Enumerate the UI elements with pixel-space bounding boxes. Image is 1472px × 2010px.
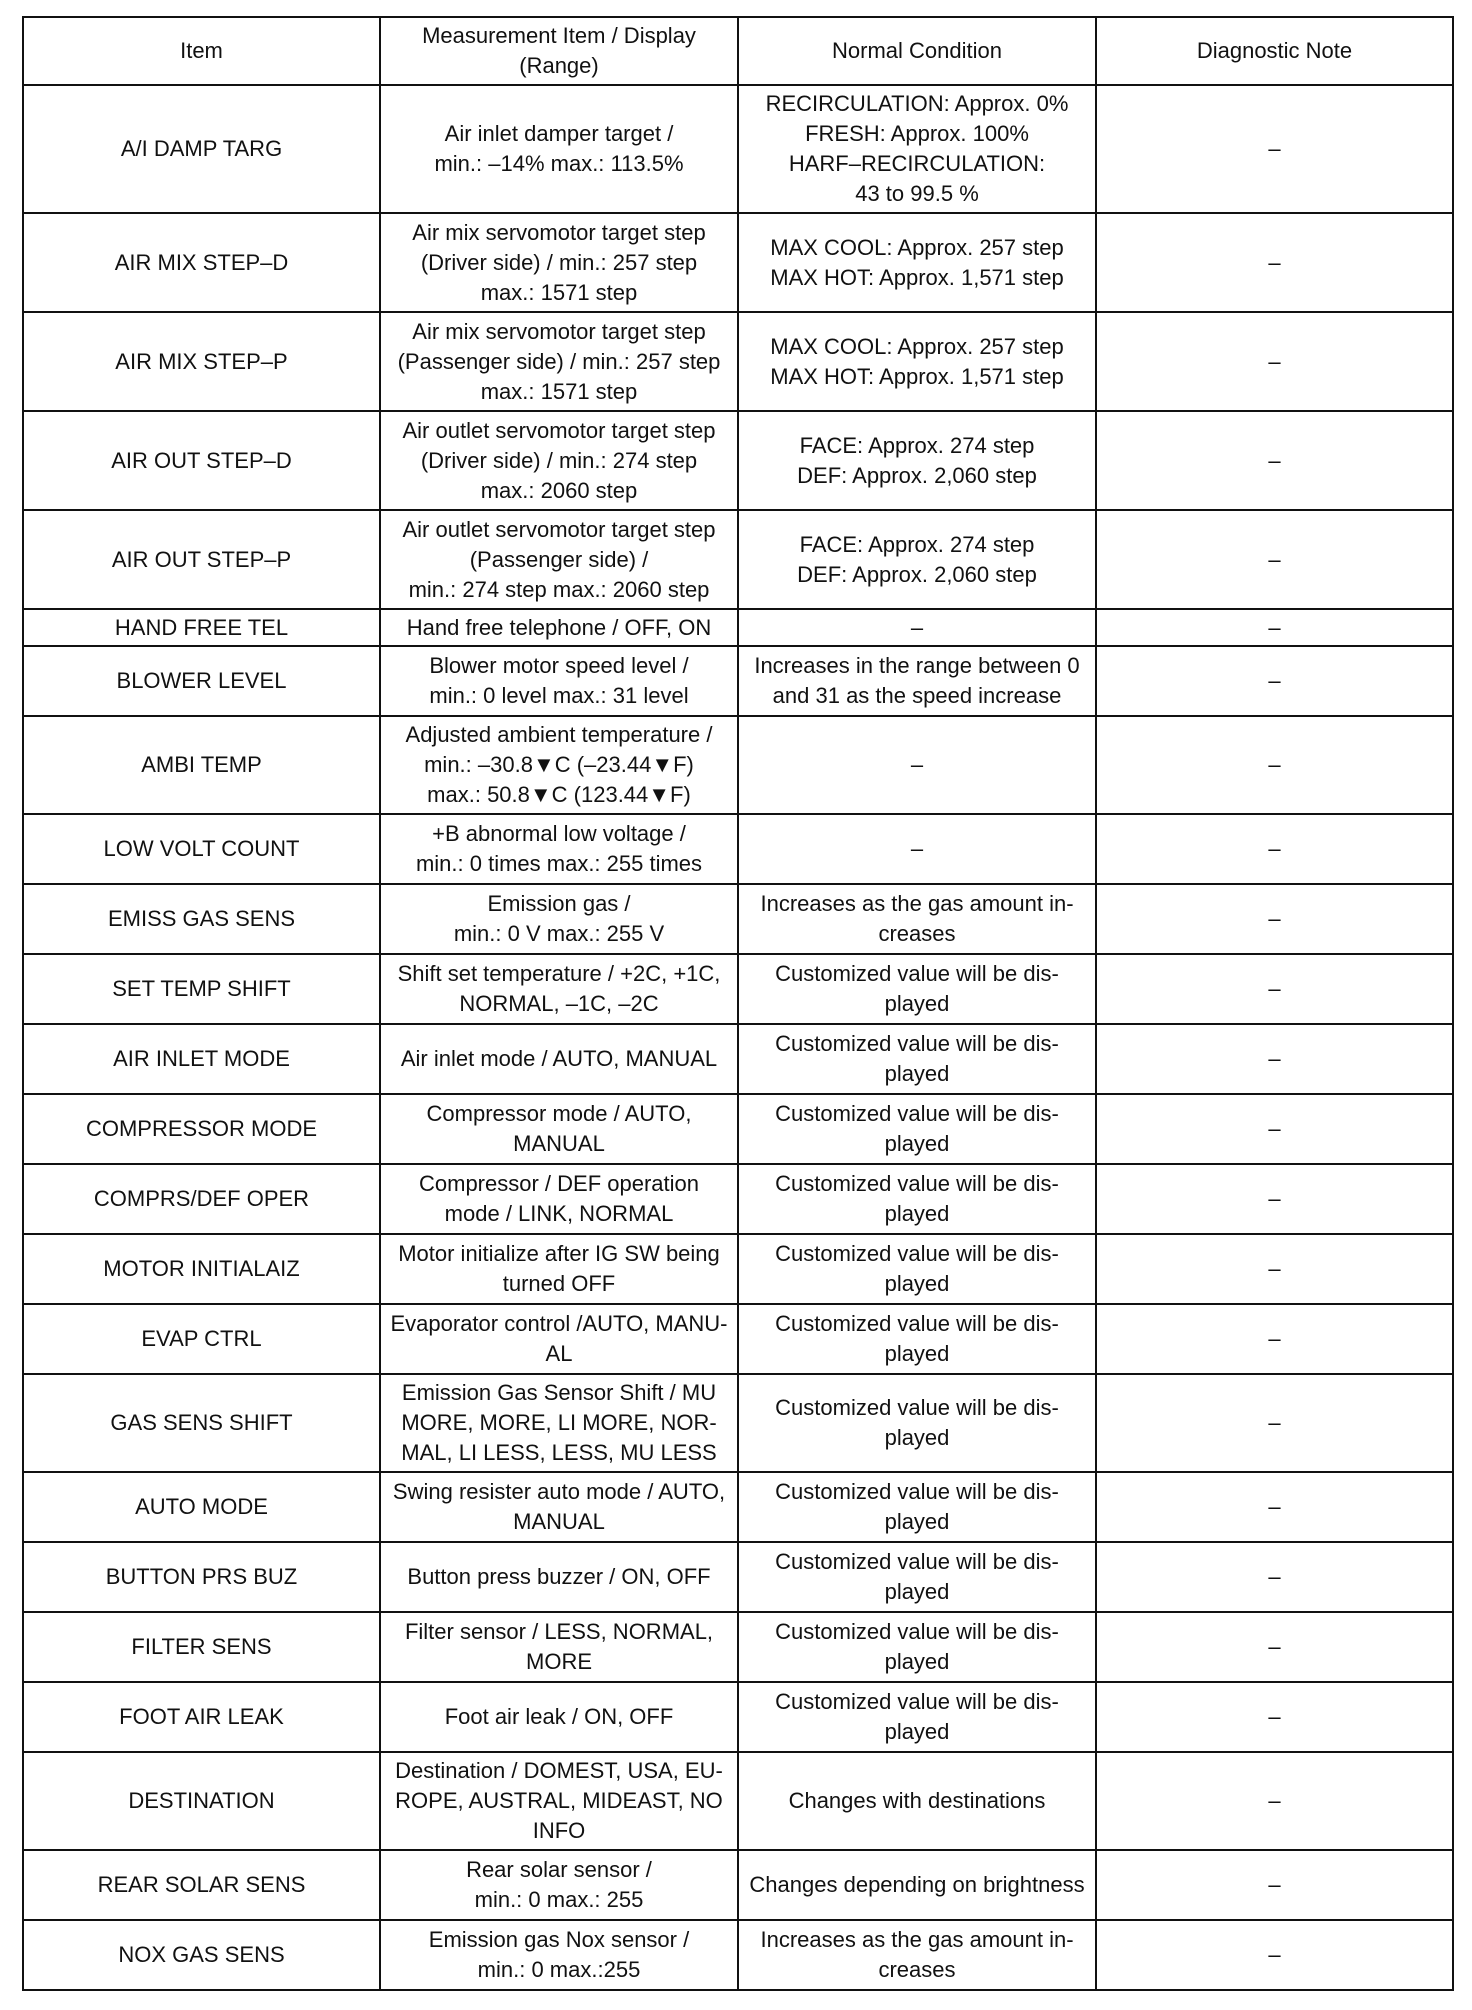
measurement-cell-line: max.: 2060 step bbox=[480, 477, 638, 503]
diagnostic-note-cell: – bbox=[1096, 1542, 1453, 1612]
normal-condition-cell-line: Customized value will be dis- bbox=[775, 961, 1059, 986]
normal-condition-cell bbox=[738, 1094, 1096, 1164]
normal-condition-cell bbox=[738, 213, 1096, 312]
normal-condition-cell bbox=[738, 411, 1096, 510]
diagnostic-note-cell: – bbox=[1096, 1472, 1453, 1542]
normal-condition-cell-line: FACE: Approx. 274 step bbox=[799, 531, 1035, 557]
normal-condition-cell bbox=[738, 85, 1096, 213]
measurement-cell bbox=[380, 1024, 738, 1094]
measurement-cell-line: Swing resister auto mode / AUTO, bbox=[392, 1479, 726, 1504]
diagnostic-note-cell: – bbox=[1096, 1850, 1453, 1920]
table-row bbox=[23, 1920, 1453, 1990]
diagnostic-note-cell: – bbox=[1096, 1682, 1453, 1752]
measurement-cell-line: mode / LINK, NORMAL bbox=[444, 1201, 674, 1226]
normal-condition-cell-line: creases bbox=[878, 1957, 956, 1982]
diagnostic-note-cell: – bbox=[1096, 1752, 1453, 1850]
measurement-cell bbox=[380, 1612, 738, 1682]
measurement-cell-line: Rear solar sensor / bbox=[466, 1857, 652, 1882]
table-row bbox=[23, 954, 1453, 1024]
diagnostic-note-cell: – bbox=[1096, 85, 1453, 213]
normal-condition-cell-line: 43 to 99.5 % bbox=[855, 181, 979, 206]
item-cell: AMBI TEMP bbox=[23, 716, 380, 814]
normal-condition-cell bbox=[738, 1472, 1096, 1542]
normal-condition-cell-line: Increases in the range between 0 bbox=[754, 653, 1080, 678]
normal-condition-cell bbox=[738, 814, 1096, 884]
normal-condition-cell bbox=[738, 646, 1096, 716]
normal-condition-cell-line: Changes with destinations bbox=[788, 1788, 1046, 1813]
diagnostic-note-cell: – bbox=[1096, 1024, 1453, 1094]
item-cell: NOX GAS SENS bbox=[23, 1920, 380, 1990]
normal-condition-cell-line: DEF: Approx. 2,060 step bbox=[797, 462, 1037, 488]
table-row bbox=[23, 213, 1453, 312]
diagnostic-note-cell: – bbox=[1096, 954, 1453, 1024]
normal-condition-cell-line: played bbox=[884, 1509, 950, 1534]
measurement-cell-line: Air mix servomotor target step bbox=[412, 219, 706, 245]
measurement-cell bbox=[380, 1850, 738, 1920]
diagnostic-note-cell: – bbox=[1096, 1920, 1453, 1990]
normal-condition-cell-line: played bbox=[884, 1579, 950, 1604]
measurement-cell-line: MANUAL bbox=[513, 1131, 605, 1156]
normal-condition-cell-line: Customized value will be dis- bbox=[775, 1549, 1059, 1574]
normal-condition-cell bbox=[738, 609, 1096, 646]
table-row bbox=[23, 1850, 1453, 1920]
table-row bbox=[23, 1234, 1453, 1304]
diagnostic-note-cell: – bbox=[1096, 814, 1453, 884]
measurement-cell-line: MANUAL bbox=[513, 1509, 605, 1534]
measurement-cell-line: min.: –30.8▼C (–23.44▼F) bbox=[424, 752, 694, 777]
diagnostic-note-cell: – bbox=[1096, 213, 1453, 312]
normal-condition-cell bbox=[738, 1850, 1096, 1920]
normal-condition-cell bbox=[738, 1024, 1096, 1094]
table-row bbox=[23, 1374, 1453, 1472]
normal-condition-cell-line: played bbox=[884, 1649, 950, 1674]
measurement-cell-line: Filter sensor / LESS, NORMAL, bbox=[404, 1619, 714, 1644]
table-row bbox=[23, 1304, 1453, 1374]
item-cell: AIR INLET MODE bbox=[23, 1024, 380, 1094]
normal-condition-cell-line: FACE: Approx. 274 step bbox=[799, 432, 1035, 458]
table-row bbox=[23, 884, 1453, 954]
measurement-cell-line: INFO bbox=[532, 1818, 586, 1843]
measurement-cell-line: min.: 0 max.: 255 bbox=[474, 1887, 644, 1912]
table-row bbox=[23, 1024, 1453, 1094]
header-normal-condition: Normal Condition bbox=[738, 17, 1096, 85]
normal-condition-cell-line: Customized value will be dis- bbox=[775, 1311, 1059, 1336]
item-cell: A/I DAMP TARG bbox=[23, 85, 380, 213]
normal-condition-cell-line: and 31 as the speed increase bbox=[772, 683, 1062, 708]
measurement-cell-line: NORMAL, –1C, –2C bbox=[459, 991, 659, 1016]
normal-condition-cell-line: MAX HOT: Approx. 1,571 step bbox=[770, 363, 1064, 389]
normal-condition-cell-line: MAX COOL: Approx. 257 step bbox=[770, 234, 1064, 260]
measurement-cell-line: min.: 0 level max.: 31 level bbox=[429, 683, 689, 708]
measurement-cell bbox=[380, 411, 738, 510]
normal-condition-cell-line: DEF: Approx. 2,060 step bbox=[797, 561, 1037, 587]
normal-condition-cell bbox=[738, 510, 1096, 609]
measurement-cell bbox=[380, 1542, 738, 1612]
measurement-cell-line: Air outlet servomotor target step bbox=[402, 417, 716, 443]
measurement-cell-line: Adjusted ambient temperature / bbox=[405, 722, 713, 747]
normal-condition-cell-line: Increases as the gas amount in- bbox=[760, 1927, 1074, 1952]
measurement-cell-line: Motor initialize after IG SW being bbox=[398, 1241, 720, 1266]
item-cell: DESTINATION bbox=[23, 1752, 380, 1850]
normal-condition-cell-line: – bbox=[910, 752, 924, 777]
diagnostic-note-cell: – bbox=[1096, 1612, 1453, 1682]
item-cell: AIR OUT STEP–P bbox=[23, 510, 380, 609]
measurement-cell-line: Emission gas / bbox=[487, 891, 631, 916]
item-cell: FOOT AIR LEAK bbox=[23, 1682, 380, 1752]
item-cell: FILTER SENS bbox=[23, 1612, 380, 1682]
normal-condition-cell-line: Increases as the gas amount in- bbox=[760, 891, 1074, 916]
normal-condition-cell bbox=[738, 1682, 1096, 1752]
diagnostic-note-cell: – bbox=[1096, 411, 1453, 510]
normal-condition-cell-line: played bbox=[884, 1719, 950, 1744]
normal-condition-cell-line: Customized value will be dis- bbox=[775, 1101, 1059, 1126]
measurement-cell-line: Evaporator control /AUTO, MANU- bbox=[390, 1311, 728, 1336]
table-row bbox=[23, 510, 1453, 609]
measurement-cell bbox=[380, 954, 738, 1024]
measurement-cell-line: Blower motor speed level / bbox=[429, 653, 689, 678]
normal-condition-cell-line: – bbox=[910, 614, 924, 640]
table-row bbox=[23, 814, 1453, 884]
item-cell: GAS SENS SHIFT bbox=[23, 1374, 380, 1472]
measurement-cell-line: +B abnormal low voltage / bbox=[432, 821, 686, 846]
item-cell: AUTO MODE bbox=[23, 1472, 380, 1542]
table-row bbox=[23, 1612, 1453, 1682]
measurement-cell bbox=[380, 510, 738, 609]
header-diagnostic-note: Diagnostic Note bbox=[1096, 17, 1453, 85]
item-cell: MOTOR INITIALAIZ bbox=[23, 1234, 380, 1304]
measurement-cell bbox=[380, 1682, 738, 1752]
normal-condition-cell bbox=[738, 1612, 1096, 1682]
measurement-cell-line: ROPE, AUSTRAL, MIDEAST, NO bbox=[395, 1788, 723, 1813]
measurement-cell-line: Compressor mode / AUTO, bbox=[426, 1101, 692, 1126]
table-row bbox=[23, 1472, 1453, 1542]
measurement-cell bbox=[380, 1374, 738, 1472]
diagnostic-note-cell: – bbox=[1096, 1234, 1453, 1304]
diagnostic-note-cell: – bbox=[1096, 1374, 1453, 1472]
measurement-cell-line: turned OFF bbox=[502, 1271, 616, 1296]
item-cell: BUTTON PRS BUZ bbox=[23, 1542, 380, 1612]
measurement-cell bbox=[380, 646, 738, 716]
measurement-cell-line: (Passenger side) / min.: 257 step bbox=[397, 348, 721, 374]
normal-condition-cell bbox=[738, 884, 1096, 954]
table-row bbox=[23, 646, 1453, 716]
normal-condition-cell-line: Customized value will be dis- bbox=[775, 1241, 1059, 1266]
measurement-cell-line: min.: 274 step max.: 2060 step bbox=[408, 576, 710, 602]
normal-condition-cell-line: MAX HOT: Approx. 1,571 step bbox=[770, 264, 1064, 290]
measurement-cell-line: min.: 0 V max.: 255 V bbox=[453, 921, 665, 946]
normal-condition-cell bbox=[738, 954, 1096, 1024]
diagnostic-note-cell: – bbox=[1096, 716, 1453, 814]
diagnostic-note-cell: – bbox=[1096, 884, 1453, 954]
item-cell: COMPRESSOR MODE bbox=[23, 1094, 380, 1164]
measurement-cell-line: (Driver side) / min.: 274 step bbox=[420, 447, 698, 473]
normal-condition-cell-line: played bbox=[884, 1271, 950, 1296]
measurement-cell bbox=[380, 1304, 738, 1374]
normal-condition-cell-line: HARF–RECIRCULATION: bbox=[788, 151, 1046, 176]
measurement-cell-line: (Passenger side) / bbox=[469, 546, 649, 572]
diagnostic-data-table bbox=[22, 16, 1454, 1991]
measurement-cell-line: min.: 0 times max.: 255 times bbox=[415, 851, 703, 876]
measurement-cell-line: max.: 1571 step bbox=[480, 279, 638, 305]
normal-condition-cell-line: played bbox=[884, 991, 950, 1016]
normal-condition-cell-line: Customized value will be dis- bbox=[775, 1689, 1059, 1714]
normal-condition-cell-line: Customized value will be dis- bbox=[775, 1171, 1059, 1196]
normal-condition-cell-line: Customized value will be dis- bbox=[775, 1031, 1059, 1056]
normal-condition-cell-line: Customized value will be dis- bbox=[775, 1619, 1059, 1644]
normal-condition-cell-line: played bbox=[884, 1425, 950, 1450]
normal-condition-cell-line: – bbox=[910, 836, 924, 861]
measurement-cell bbox=[380, 609, 738, 646]
diagnostic-note-cell: – bbox=[1096, 312, 1453, 411]
item-cell: LOW VOLT COUNT bbox=[23, 814, 380, 884]
diagnostic-note-cell: – bbox=[1096, 1304, 1453, 1374]
table-row bbox=[23, 716, 1453, 814]
normal-condition-cell bbox=[738, 1304, 1096, 1374]
measurement-cell-line: Air mix servomotor target step bbox=[412, 318, 706, 344]
measurement-cell-line: Hand free telephone / OFF, ON bbox=[406, 614, 712, 640]
normal-condition-cell-line: Customized value will be dis- bbox=[775, 1395, 1059, 1420]
item-cell: AIR MIX STEP–P bbox=[23, 312, 380, 411]
normal-condition-cell-line: FRESH: Approx. 100% bbox=[805, 121, 1029, 146]
table-row bbox=[23, 312, 1453, 411]
normal-condition-cell-line: RECIRCULATION: Approx. 0% bbox=[765, 91, 1069, 116]
table-row bbox=[23, 1752, 1453, 1850]
measurement-cell bbox=[380, 1920, 738, 1990]
measurement-cell-line: min.: –14% max.: 113.5% bbox=[434, 151, 684, 176]
item-cell: HAND FREE TEL bbox=[23, 609, 380, 646]
measurement-cell bbox=[380, 312, 738, 411]
normal-condition-cell bbox=[738, 1920, 1096, 1990]
diagnostic-note-cell: – bbox=[1096, 646, 1453, 716]
diagnostic-note-cell: – bbox=[1096, 1094, 1453, 1164]
item-cell: COMPRS/DEF OPER bbox=[23, 1164, 380, 1234]
normal-condition-cell-line: played bbox=[884, 1131, 950, 1156]
normal-condition-cell bbox=[738, 312, 1096, 411]
diagnostic-note-cell: – bbox=[1096, 510, 1453, 609]
normal-condition-cell-line: played bbox=[884, 1341, 950, 1366]
normal-condition-cell-line: played bbox=[884, 1201, 950, 1226]
measurement-cell-line: max.: 1571 step bbox=[480, 378, 638, 404]
normal-condition-cell bbox=[738, 1374, 1096, 1472]
normal-condition-cell bbox=[738, 1542, 1096, 1612]
measurement-cell-line: Air inlet mode / AUTO, MANUAL bbox=[400, 1046, 718, 1071]
table-row bbox=[23, 1094, 1453, 1164]
item-cell: BLOWER LEVEL bbox=[23, 646, 380, 716]
measurement-cell-line: Emission gas Nox sensor / bbox=[428, 1927, 690, 1952]
normal-condition-cell-line: creases bbox=[878, 921, 956, 946]
measurement-cell bbox=[380, 884, 738, 954]
measurement-cell bbox=[380, 716, 738, 814]
measurement-cell-line: (Driver side) / min.: 257 step bbox=[420, 249, 698, 275]
normal-condition-cell-line: Customized value will be dis- bbox=[775, 1479, 1059, 1504]
table-row bbox=[23, 1542, 1453, 1612]
measurement-cell bbox=[380, 213, 738, 312]
measurement-cell bbox=[380, 1094, 738, 1164]
item-cell: EMISS GAS SENS bbox=[23, 884, 380, 954]
measurement-cell-line: Shift set temperature / +2C, +1C, bbox=[397, 961, 721, 986]
measurement-cell bbox=[380, 1234, 738, 1304]
item-cell: REAR SOLAR SENS bbox=[23, 1850, 380, 1920]
normal-condition-cell-line: Changes depending on brightness bbox=[749, 1872, 1085, 1897]
measurement-cell-line: MORE, MORE, LI MORE, NOR- bbox=[401, 1410, 717, 1435]
measurement-cell-line: MAL, LI LESS, LESS, MU LESS bbox=[401, 1440, 717, 1465]
normal-condition-cell bbox=[738, 716, 1096, 814]
measurement-cell bbox=[380, 814, 738, 884]
header-row bbox=[23, 17, 1453, 85]
table-row bbox=[23, 1164, 1453, 1234]
measurement-cell-line: Air inlet damper target / bbox=[444, 121, 674, 146]
table-row bbox=[23, 411, 1453, 510]
measurement-cell bbox=[380, 1752, 738, 1850]
measurement-cell-line: MORE bbox=[526, 1649, 592, 1674]
normal-condition-cell bbox=[738, 1164, 1096, 1234]
normal-condition-cell bbox=[738, 1752, 1096, 1850]
normal-condition-cell-line: MAX COOL: Approx. 257 step bbox=[770, 333, 1064, 359]
measurement-cell-line: Emission Gas Sensor Shift / MU bbox=[401, 1380, 717, 1405]
item-cell: AIR MIX STEP–D bbox=[23, 213, 380, 312]
header-measurement-line: (Range) bbox=[519, 53, 599, 78]
measurement-cell-line: Foot air leak / ON, OFF bbox=[444, 1704, 674, 1729]
measurement-cell-line: Compressor / DEF operation bbox=[419, 1171, 699, 1196]
header-item: Item bbox=[23, 17, 380, 85]
item-cell: EVAP CTRL bbox=[23, 1304, 380, 1374]
measurement-cell bbox=[380, 1472, 738, 1542]
header-measurement-line: Measurement Item / Display bbox=[422, 23, 696, 48]
measurement-cell-line: AL bbox=[545, 1341, 573, 1366]
normal-condition-cell bbox=[738, 1234, 1096, 1304]
table-row bbox=[23, 85, 1453, 213]
header-measurement bbox=[380, 17, 738, 85]
measurement-cell-line: Button press buzzer / ON, OFF bbox=[407, 1564, 711, 1589]
item-cell: SET TEMP SHIFT bbox=[23, 954, 380, 1024]
measurement-cell-line: Air outlet servomotor target step bbox=[402, 516, 716, 542]
measurement-cell-line: max.: 50.8▼C (123.44▼F) bbox=[427, 782, 691, 807]
measurement-cell bbox=[380, 1164, 738, 1234]
measurement-cell-line: min.: 0 max.:255 bbox=[477, 1957, 641, 1982]
normal-condition-cell-line: played bbox=[884, 1061, 950, 1086]
diagnostic-note-cell: – bbox=[1096, 609, 1453, 646]
diagnostic-note-cell: – bbox=[1096, 1164, 1453, 1234]
item-cell: AIR OUT STEP–D bbox=[23, 411, 380, 510]
table-row bbox=[23, 1682, 1453, 1752]
measurement-cell-line: Destination / DOMEST, USA, EU- bbox=[395, 1758, 723, 1783]
measurement-cell bbox=[380, 85, 738, 213]
table-row bbox=[23, 609, 1453, 646]
